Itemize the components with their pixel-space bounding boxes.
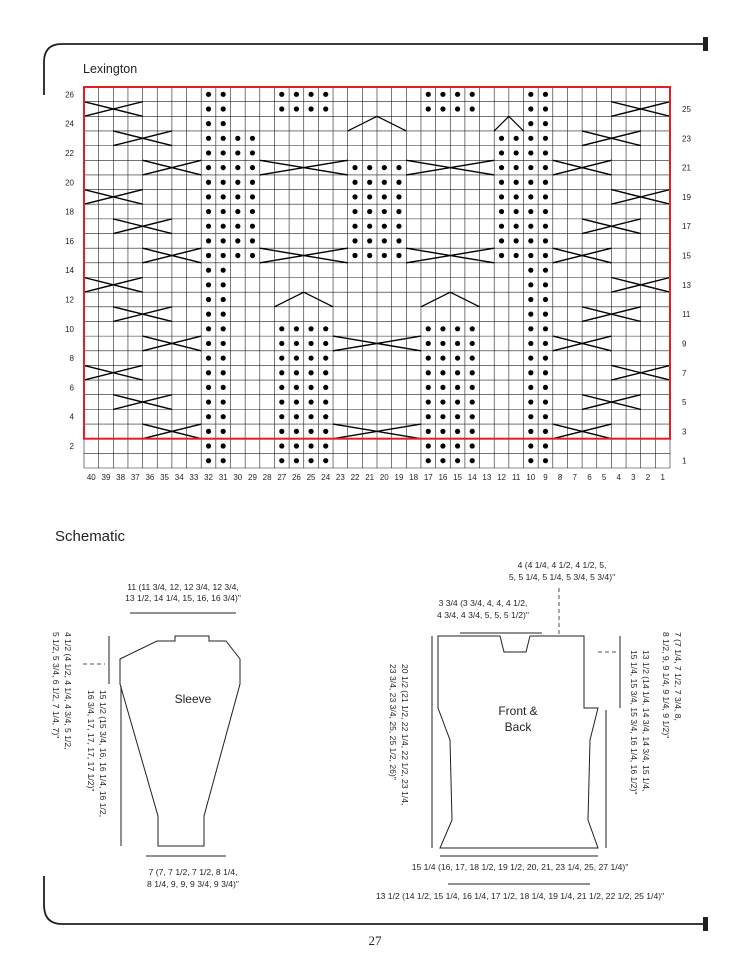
right-row-label: 11	[682, 310, 691, 320]
left-row-label: 20	[65, 178, 74, 188]
sleeve-cap-line2: 5 1/2, 5 3/4, 6 1/2, 7 1/4, 7)"	[51, 632, 61, 739]
column-label: 17	[423, 473, 433, 482]
column-label: 9	[543, 473, 548, 482]
column-label: 18	[409, 473, 419, 482]
left-row-label: 10	[65, 324, 74, 334]
armhole-line1: 7 (7 1/4, 7 1/2, 7 3/4, 8,	[673, 632, 683, 721]
armhole-line2: 8 1/2, 9, 9 1/4, 9 1/4, 9 1/2)"	[661, 632, 671, 739]
neck-width-line2: 4 3/4, 4 3/4, 5, 5, 5 1/2)"	[437, 610, 529, 620]
column-label: 27	[277, 473, 287, 482]
column-label: 15	[453, 473, 463, 482]
left-row-label: 2	[69, 442, 74, 452]
column-label: 2	[645, 473, 651, 482]
right-row-label: 15	[682, 251, 691, 261]
column-label: 20	[379, 473, 389, 482]
column-label: 34	[174, 473, 184, 482]
column-label: 40	[86, 473, 96, 482]
right-row-label: 25	[682, 104, 691, 114]
sleeve-length-line2: 16 3/4, 17, 17, 17, 17 1/2)"	[86, 690, 96, 792]
sleeve-length-line1: 15 1/2 (15 3/4, 16, 16 1/4, 16 1/2,	[98, 690, 108, 818]
schematic-title: Schematic	[55, 528, 126, 545]
left-row-label: 6	[69, 383, 74, 393]
neck-width-line1: 3 3/4 (3 3/4, 4, 4, 4 1/2,	[438, 598, 528, 608]
column-label: 24	[321, 473, 331, 482]
column-label: 39	[101, 473, 111, 482]
column-label: 6	[587, 473, 592, 482]
left-row-label: 16	[65, 236, 74, 246]
column-label: 21	[365, 473, 375, 482]
sleeve-top-width-line1: 11 (11 3/4, 12, 12 3/4, 12 3/4,	[127, 582, 239, 592]
neck-depth-line1: 4 (4 1/4, 4 1/2, 4 1/2, 5,	[517, 560, 607, 570]
sleeve-cuff-line2: 8 1/4, 9, 9, 9 3/4, 9 3/4)"	[147, 879, 239, 889]
column-label: 10	[526, 473, 536, 482]
right-row-label: 21	[682, 163, 691, 173]
column-label: 4	[616, 473, 621, 482]
left-row-label: 12	[65, 295, 74, 305]
right-row-label: 3	[682, 427, 687, 437]
right-row-label: 1	[682, 456, 687, 466]
column-label: 28	[262, 473, 272, 482]
column-label: 23	[335, 473, 345, 482]
column-label: 5	[601, 473, 607, 482]
sleeve-label: Sleeve	[174, 692, 212, 706]
left-row-label: 4	[69, 412, 74, 422]
column-label: 7	[572, 473, 578, 482]
column-label: 3	[631, 473, 636, 482]
right-row-label: 13	[682, 280, 691, 290]
body-label-line2: Back	[504, 720, 532, 734]
right-row-label: 17	[682, 222, 691, 232]
column-label: 33	[189, 473, 199, 482]
right-row-label: 7	[682, 368, 687, 378]
column-label: 16	[438, 473, 448, 482]
right-row-label: 9	[682, 339, 687, 349]
right-row-label: 23	[682, 134, 691, 144]
column-label: 11	[512, 473, 521, 482]
sleeve-cuff-line1: 7 (7, 7 1/2, 7 1/2, 8 1/4,	[148, 867, 238, 877]
right-row-label: 19	[682, 192, 691, 202]
body-outline	[438, 636, 598, 848]
side-length-line2: 15 1/4, 15 3/4, 15 3/4, 16 1/4, 16 1/2)"	[629, 650, 639, 795]
column-label: 32	[204, 473, 213, 482]
total-length-line1: 20 1/2 (21 1/2, 22 1/4, 22 1/2, 23 1/4,	[400, 664, 410, 806]
column-label: 37	[130, 473, 140, 482]
left-row-label: 18	[65, 207, 74, 217]
left-row-label: 14	[65, 266, 74, 276]
column-label: 14	[467, 473, 477, 482]
column-label: 35	[160, 473, 170, 482]
left-row-label: 26	[65, 90, 74, 100]
column-label: 26	[291, 473, 301, 482]
column-label: 13	[482, 473, 492, 482]
left-row-label: 8	[69, 354, 74, 364]
column-label: 31	[218, 473, 228, 482]
sleeve-cap-line1: 4 1/2 (4 1/2, 4 1/4, 4 3/4, 5 1/2,	[63, 632, 73, 750]
hip-width-label: 15 1/4 (16, 17, 18 1/2, 19 1/2, 20, 21, 23 1/4, 25, 27 1/4)"	[411, 862, 629, 872]
total-length-line2: 23 3/4, 23 3/4, 25, 25 1/2, 26)"	[388, 664, 398, 780]
column-label: 30	[233, 473, 243, 482]
column-label: 1	[660, 473, 665, 482]
right-row-label: 5	[682, 398, 687, 408]
page-number: 27	[368, 933, 382, 948]
column-label: 29	[248, 473, 257, 482]
left-row-label: 22	[65, 148, 74, 158]
sleeve-outline	[120, 636, 240, 846]
neck-depth-line2: 5, 5 1/4, 5 1/4, 5 3/4, 5 3/4)"	[508, 572, 616, 582]
column-label: 12	[497, 473, 506, 482]
column-label: 8	[557, 473, 563, 482]
column-label: 38	[116, 473, 126, 482]
body-label-line1: Front &	[498, 704, 538, 718]
lower-width-label: 13 1/2 (14 1/2, 15 1/4, 16 1/4, 17 1/2, 18 1/4, 19 1/4, 21 1/2, 22 1/2, 25 1/4)"	[375, 891, 665, 901]
column-label: 22	[350, 473, 360, 482]
column-label: 36	[145, 473, 155, 482]
left-row-label: 24	[65, 119, 74, 129]
column-label: 25	[306, 473, 316, 482]
sleeve-top-width-line2: 13 1/2, 14 1/4, 15, 16, 16 3/4)"	[125, 593, 241, 603]
column-label: 19	[394, 473, 404, 482]
chart-title: Lexington	[83, 62, 138, 76]
side-length-line1: 13 1/2 (14 1/4, 14 3/4, 14 3/4, 15 1/4,	[641, 650, 651, 792]
